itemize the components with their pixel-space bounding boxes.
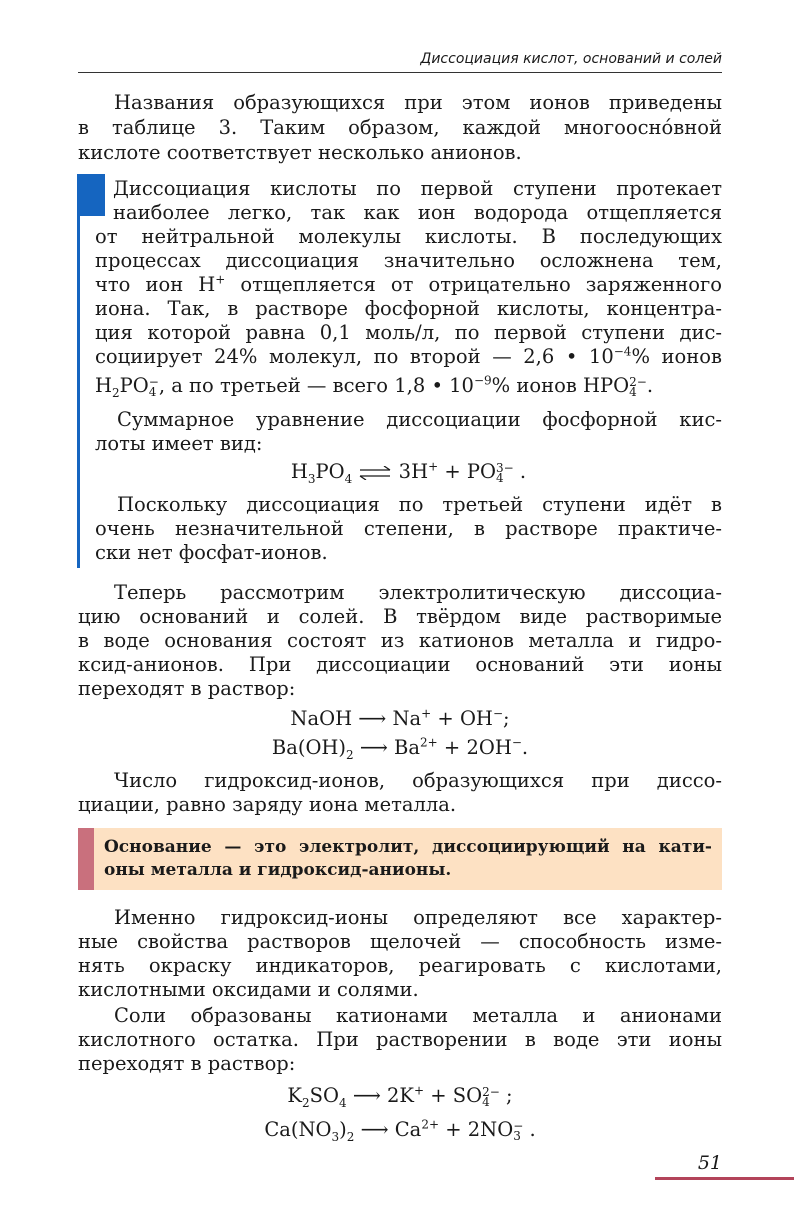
formula-naoh: NaOH ⟶ Na+ + OH−;: [290, 706, 510, 730]
sidebox-p2-line-1: Суммарное уравнение диссоциации фосфорной кис-: [117, 408, 722, 431]
sidebox-line-6: иона. Так, в растворе фосфорной кислоты, концентра-: [95, 297, 722, 320]
running-title: Диссоциация кислот, оснований и солей: [78, 50, 722, 73]
body1-line-4: ксид-анионов. При диссоциации оснований эти ионы: [78, 653, 722, 676]
body2-line-1: Число гидроксид-ионов, образующихся при диссо-: [114, 769, 722, 792]
formula-baoh2: $Ba(OH)_2$ ⟶ $Ba^{2+} + 2OH^-$.: [271, 735, 529, 762]
page-number-rule: [655, 1177, 794, 1180]
body3-line-4: кислотными оксидами и солями.: [78, 978, 419, 1001]
sidebox-line-3: от нейтральной молекулы кислоты. В последующих: [95, 225, 722, 248]
definition-accent-bar: [78, 828, 94, 890]
sidebox-line-9: $H_2PO$ − 4 , а по третьей — всего 1,8 • $10^{-9}\%$ ионов HPO 2− 4 .: [95, 373, 654, 400]
page-number: 51: [697, 1152, 722, 1174]
sidebox-line-4: процессах диссоциация значительно осложнена тем,: [95, 249, 722, 272]
body1-line-1: Теперь рассмотрим электролитическую диссоциа-: [114, 581, 722, 604]
sidebox-p3-line-2: очень незначительной степени, в растворе практиче-: [95, 517, 722, 540]
body3-line-1: Именно гидроксид-ионы определяют все характер-: [114, 906, 722, 929]
definition-line-2: оны металла и гидроксид-анионы.: [104, 860, 452, 880]
sidebox-line-2: наиболее легко, так как ион водорода отщепляется: [113, 201, 722, 224]
definition-box: [78, 828, 722, 890]
sidebox-accent-bar: [77, 174, 80, 568]
intro-line-3: кислоте соответствует несколько анионов.: [78, 141, 522, 164]
intro-line-1: Названия образующихся при этом ионов приведены: [114, 91, 722, 114]
body3-line-2: ные свойства растворов щелочей — способность изме-: [78, 930, 722, 953]
body2-line-2: циации, равно заряду иона металла.: [78, 793, 457, 816]
formula-k2so4: $K_2SO_4$ ⟶ 2K+ + SO 2− 4 ;: [287, 1083, 513, 1110]
body3-line-3: нять окраску индикаторов, реагировать с кислотами,: [78, 954, 722, 977]
body1-line-3: в воде основания состоят из катионов металла и гидро-: [78, 629, 722, 652]
body4-line-3: переходят в раствор:: [78, 1052, 296, 1075]
formula-cano3: $Ca(NO_3)_2$ ⟶ $Ca^{2+} + 2NO$ − 3 .: [264, 1117, 536, 1144]
equilibrium-arrow-icon: [358, 466, 392, 480]
definition-line-1: Основание — это электролит, диссоциирующий на кати-: [104, 837, 712, 857]
body4-line-2: кислотного остатка. При растворении в воде эти ионы: [78, 1028, 722, 1051]
sidebox-accent-square: [77, 174, 105, 216]
sidebox-p2-line-2: лоты имеет вид:: [95, 432, 263, 455]
sidebox-p3-line-1: Поскольку диссоциация по третьей ступени идёт в: [117, 493, 722, 516]
formula-phosphoric-acid: $H_3PO_4$ 3H+ + PO 3− 4 .: [290, 459, 527, 486]
sidebox-line-8: социирует 24% молекул, по второй — 2,6 • $10^{-4}\%$ ионов: [95, 344, 723, 368]
body4-line-1: Соли образованы катионами металла и анионами: [114, 1004, 722, 1027]
body1-line-5: переходят в раствор:: [78, 677, 296, 700]
sidebox-line-5: что ион H+ отщепляется от отрицательно заряженного: [95, 272, 722, 296]
sidebox-line-1: Диссоциация кислоты по первой ступени протекает: [113, 177, 722, 200]
body1-line-2: цию оснований и солей. В твёрдом виде растворимые: [78, 605, 722, 628]
sidebox-line-7: ция которой равна 0,1 моль/л, по первой ступени дис-: [95, 321, 722, 344]
intro-line-2: в таблице 3. Таким образом, каждой многооснóвной: [78, 116, 722, 139]
sidebox-p3-line-3: ски нет фосфат-ионов.: [95, 541, 328, 564]
